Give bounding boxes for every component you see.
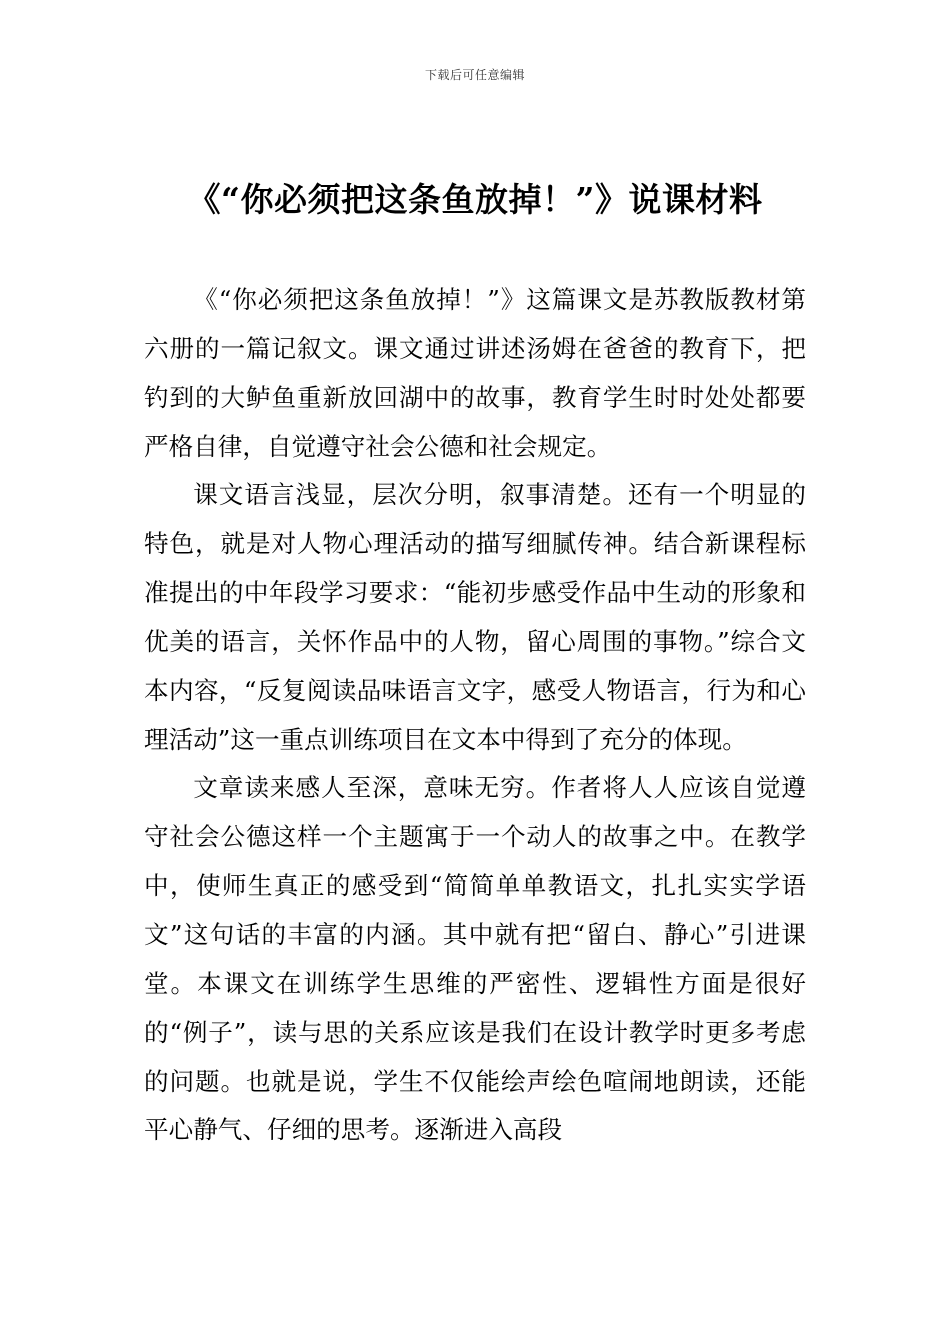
- document-title: 《“你必须把这条鱼放掉！”》说课材料: [187, 180, 763, 219]
- paragraph-1: 《“你必须把这条鱼放掉！”》这篇课文是苏教版教材第六册的一篇记叙文。课文通过讲述汤姆在爸爸的教育下，把钓到的大鲈鱼重新放回湖中的故事，教育学生时时处处都要严格自律，自觉遵守社会公德和社会规定。: [144, 285, 806, 461]
- header-note: 下载后可任意编辑: [424, 68, 525, 82]
- paragraph-2: 课文语言浅显，层次分明，叙事清楚。还有一个明显的特色，就是对人物心理活动的描写细腻传神。结合新课程标准提出的中年段学习要求：“能初步感受作品中生动的形象和优美的语言，关怀作品中的人物，留心周围的事物。”综合文本内容，“反复阅读品味语言文字，感受人物语言，行为和心理活动”这一重点训练项目在文本中得到了充分的体现。: [144, 480, 806, 754]
- paragraph-3: 文章读来感人至深，意味无穷。作者将人人应该自觉遵守社会公德这样一个主题寓于一个动人的故事之中。在教学中，使师生真正的感受到“简简单单教语文，扎扎实实学语文”这句话的丰富的内涵。其中就有把“留白、静心”引进课堂。本课文在训练学生思维的严密性、逻辑性方面是很好的“例子”，读与思的关系应该是我们在设计教学时更多考虑的问题。也就是说，学生不仅能绘声绘色喧闹地朗读，还能平心静气、仔细的思考。逐渐进入高段: [144, 773, 806, 1145]
- document-body: [144, 276, 806, 1155]
